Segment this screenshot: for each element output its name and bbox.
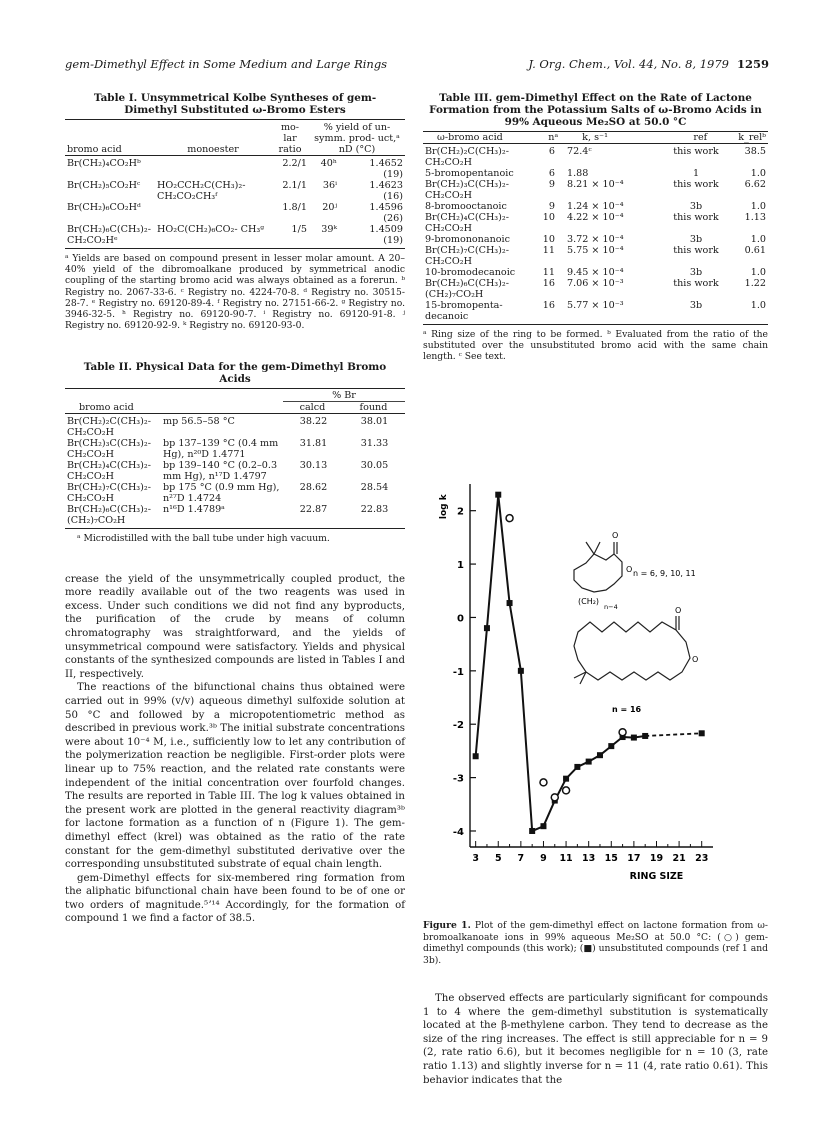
- calcd-cell: 22.87: [299, 504, 328, 516]
- x-tick-label: 5: [494, 853, 502, 864]
- x-tick-label: 7: [517, 853, 525, 864]
- ring-size-cell: 16: [542, 300, 555, 311]
- table-row: [65, 416, 405, 438]
- ring-size-cell: 9: [548, 201, 555, 212]
- figure-caption-label: Figure 1.: [423, 920, 471, 931]
- table-row: [65, 180, 405, 202]
- x-tick-label: 11: [559, 853, 573, 864]
- ratio-cell: 1/5: [291, 224, 307, 235]
- x-tick-label: 3: [472, 853, 479, 864]
- reference-cell: 1: [692, 168, 700, 179]
- paragraph: crease the yield of the unsymmetrically coupled product, the more readily available out of the two reagents was used in excess. Under such conditions we did not find any byproducts, the purification of the crude by means of column chromatography was straightforward, and the yields of unsymmetrical compound were satisfactory. Yields and physical constants of the synthesized compounds are listed in Tables I and II, respectively.: [65, 573, 405, 680]
- table-2: [65, 361, 405, 544]
- table-3-footnote: ᵃ Ring size of the ring to be formed. ᵇ Evaluated from the ratio of the substituted over the unsubstituted bromo acid with the same chain length. ᶜ See text.: [423, 329, 768, 363]
- monoester-cell: HO₂CCH₂C(CH₃)₂- CH₂CO₂CH₃ᶠ: [157, 180, 246, 202]
- rate-constant-cell: 1.24 × 10⁻⁴: [567, 201, 624, 212]
- table-1-body: [65, 158, 405, 246]
- macrolide-structure: [574, 616, 690, 684]
- found-cell: 22.83: [360, 504, 389, 516]
- physical-data-cell: bp 137–139 °C (0.4 mm Hg), n²⁰D 1.4771: [163, 438, 279, 461]
- yield-cell: 20ʲ: [322, 202, 337, 213]
- krel-cell: 38.5: [744, 146, 766, 157]
- page-number: 1259: [736, 57, 769, 71]
- unsubstituted-series-line: [476, 495, 646, 831]
- gem-dimethyl-point: [540, 779, 547, 786]
- rate-constant-cell: 4.22 × 10⁻⁴: [567, 212, 624, 223]
- ring-o-label: O: [626, 565, 633, 574]
- bromo-acid-cell: Br(CH₂)₄CO₂Hᵇ: [67, 158, 141, 169]
- paragraph: The reactions of the bifunctional chains thus obtained were carried out in 99% (v/v) aqueous dimethyl sulfoxide solution at 50 °C and followed by a micropotentiometric method as described in previous work.³ᵇ The initial substrate concentrations were about 10⁻⁴ M, i.e., sufficiently low to let any contribution of the polymerization reaction be negligible. First-order plots were linear up to 75% reaction, and the related rate constants were independent of the initial concentration over fourfold changes. The results are reported in Table III. The log k values obtained in the present work are plotted in the general reactivity diagram³ᵇ for lactone formation as a function of n (Figure 1). The gem-dimethyl effect (krel) was obtained as the ratio of the rate constant for the gem-dimethyl substituted derivative over the corresponding unsubstituted substrate of equal chain length.: [65, 682, 405, 871]
- ratio-cell: 2.1/1: [282, 180, 307, 191]
- table-1-header: bromo acid monoester mo- lar ratio % yield of un- symm. prod- uct,ᵃ nD (°C): [67, 122, 400, 155]
- table-2-header: % Br bromo acid calcd found: [65, 390, 405, 413]
- bromo-acid-cell: 5-bromopentanoic: [425, 168, 514, 179]
- nd-temp: (19): [383, 235, 403, 246]
- calcd-cell: 28.62: [299, 482, 328, 494]
- bromo-acid-cell: Br(CH₂)₆C(CH₃)₂- (CH₂)₇CO₂H: [425, 278, 509, 300]
- yield-cell: 39ᵏ: [321, 224, 337, 235]
- table-1-footnote: ᵃ Yields are based on compound present in lesser molar amount. A 20–40% yield of the dibromoalkane produced by symmetrical anodic coupling of the starting bromo acid was always obtained as a forerun. ᵇ Registry no. 2067-33-6. ᶜ Registry no. 4224-70-8. ᵈ Registry no. 30515-28-7. ᵉ Registry no. 69120-89-4. ᶠ Registry no. 27151-66-2. ᵍ Registry no. 3946-32-5. ʰ Registry no. 69120-90-7. ⁱ Registry no. 69120-91-8. ʲ Registry no. 69120-92-9. ᵏ Registry no. 69120-93-0.: [65, 253, 405, 332]
- table-row: [423, 179, 768, 201]
- chain-subscript: n−4: [604, 603, 618, 611]
- krel-cell: 1.0: [750, 300, 766, 311]
- x-tick-label: 9: [540, 853, 547, 864]
- table-row: [423, 146, 768, 168]
- x-tick-label: 15: [604, 853, 618, 864]
- bromo-acid-cell: Br(CH₂)₆C(CH₃)₂- (CH₂)₇CO₂H: [67, 504, 151, 527]
- table-3-body: [423, 146, 768, 322]
- krel-cell: 1.0: [750, 267, 766, 278]
- table-row: [423, 300, 768, 322]
- reference-cell: this work: [673, 146, 719, 157]
- bromo-acid-cell: Br(CH₂)₇C(CH₃)₂- CH₂CO₂H: [425, 245, 509, 267]
- macrolide-ring-o: O: [692, 655, 699, 664]
- table-row: [423, 201, 768, 212]
- yield-cell: 36ⁱ: [322, 180, 337, 191]
- n16-label: n = 16: [612, 705, 642, 714]
- bromo-acid-cell: 8-bromooctanoic: [425, 201, 507, 212]
- y-tick-label: -2: [452, 720, 464, 732]
- table-3-header: ω-bromo acid nᵃ k, s⁻¹ ref k_relᵇ: [437, 132, 766, 143]
- bromo-acid-cell: Br(CH₂)₂C(CH₃)₂- CH₂CO₂H: [67, 416, 151, 439]
- chain-label: (CH₂): [578, 597, 600, 606]
- table-2-footnote: ᵃ Microdistilled with the ball tube under high vacuum.: [77, 533, 330, 545]
- running-header-journal: [528, 57, 769, 71]
- bromo-acid-cell: 9-bromononanoic: [425, 234, 510, 245]
- unsubstituted-point: [518, 668, 524, 674]
- reference-cell: this work: [673, 179, 719, 190]
- ring-size-cell: 16: [542, 278, 555, 289]
- rate-constant-cell: 72.4ᶜ: [567, 146, 592, 157]
- left-column: [65, 92, 405, 926]
- y-tick-label: 0: [457, 613, 464, 625]
- reference-cell: this work: [673, 245, 719, 256]
- refractive-index-cell: [339, 202, 405, 224]
- table-1: [65, 92, 405, 331]
- x-tick-label: 17: [627, 853, 641, 864]
- body-text-right: [423, 992, 768, 1087]
- gem-dimethyl-point: [563, 787, 570, 794]
- table-2-body: [65, 416, 405, 526]
- nd-value: 1.4623: [369, 180, 403, 191]
- monoester-cell: [155, 202, 271, 224]
- paragraph: gem-Dimethyl effects for six-membered ring formation from the aliphatic bifunctional chain have been found to be of one or two orders of magnitude.⁵ʼ¹⁴ Accordingly, for the formation of compound 1 we find a factor of 38.5.: [65, 872, 405, 925]
- bromo-acid-cell: Br(CH₂)₂C(CH₃)₂- CH₂CO₂H: [425, 146, 509, 168]
- nd-value: 1.4509: [369, 224, 403, 235]
- physical-data-cell: bp 139–140 °C (0.2–0.3 mm Hg), n¹⁷D 1.4797: [163, 460, 278, 483]
- x-tick-label: 23: [695, 853, 709, 864]
- table-row: [423, 278, 768, 300]
- unsubstituted-point: [484, 625, 490, 631]
- table-row: [423, 267, 768, 278]
- refractive-index-cell: [339, 158, 405, 180]
- ring-size-cell: 9: [548, 179, 555, 190]
- found-cell: 31.33: [360, 438, 389, 450]
- unsubstituted-point: [699, 730, 705, 736]
- table-row: [65, 460, 405, 482]
- table-row: [423, 234, 768, 245]
- table-row: [65, 438, 405, 460]
- ring-size-cell: 6: [548, 168, 555, 179]
- table-1-caption: Table I. Unsymmetrical Kolbe Syntheses of gem- Dimethyl Substituted ω-Bromo Esters: [93, 92, 377, 116]
- table-row: [65, 202, 405, 224]
- macrolide-carbonyl-o: O: [675, 606, 682, 615]
- reference-cell: 3b: [689, 234, 703, 245]
- table-1-grid: [65, 122, 405, 155]
- unsubstituted-point: [540, 823, 546, 829]
- nd-value: 1.4652: [369, 158, 403, 169]
- x-axis-label: RING SIZE: [629, 871, 684, 882]
- krel-cell: 1.0: [750, 201, 766, 212]
- unsubstituted-point: [608, 743, 614, 749]
- nd-temp: (19): [383, 169, 403, 180]
- y-axis-label: log k: [439, 494, 449, 520]
- paragraph: The observed effects are particularly significant for compounds 1 to 4 where the gem-dimethyl substitution is systematically located at the β-methylene carbon. They tend to decrease as the size of the ring increases. The effect is still appreciable for n = 9 (2, rate ratio 6.6), but it becomes negligible for n = 10 (3, rate ratio 1.13) and slightly inverse for n = 11 (4, rate ratio 0.61). This behavior indicates that the: [423, 993, 768, 1086]
- bromo-acid-cell: Br(CH₂)₄C(CH₃)₂- CH₂CO₂H: [67, 460, 151, 483]
- y-tick-label: 1: [457, 560, 464, 572]
- rate-constant-cell: 1.88: [567, 168, 589, 179]
- unsubstituted-point: [529, 828, 535, 834]
- rate-constant-cell: 8.21 × 10⁻⁴: [567, 179, 624, 190]
- journal-citation: J. Org. Chem., Vol. 44, No. 8, 1979: [528, 57, 729, 71]
- running-header-title: gem-Dimethyl Effect in Some Medium and Large Rings: [65, 57, 388, 71]
- rate-constant-cell: 9.45 × 10⁻⁴: [567, 267, 624, 278]
- monoester-cell: [155, 158, 271, 180]
- x-tick-label: 19: [649, 853, 664, 864]
- bromo-acid-cell: Br(CH₂)₆CO₂Hᵈ: [67, 202, 141, 213]
- dashed-extension-line: [645, 733, 702, 736]
- table-row: [65, 482, 405, 504]
- unsubstituted-point: [495, 492, 501, 498]
- unsubstituted-point: [586, 759, 592, 765]
- bromo-acid-cell: Br(CH₂)₆C(CH₃)₂- CH₂CO₂Hᵉ: [67, 224, 151, 246]
- carbonyl-o-label: O: [612, 531, 619, 540]
- unsubstituted-point: [597, 752, 603, 758]
- monoester-cell: HO₂C(CH₂)₆CO₂- CH₃ᵍ: [157, 224, 265, 235]
- refractive-index-cell: [339, 224, 405, 246]
- bromo-acid-cell: Br(CH₂)₃C(CH₃)₂- CH₂CO₂H: [67, 438, 151, 461]
- unsubstituted-point: [574, 764, 580, 770]
- unsubstituted-point: [473, 753, 479, 759]
- table-row: [423, 245, 768, 267]
- rate-constant-cell: 3.72 × 10⁻⁴: [567, 234, 624, 245]
- x-tick-label: 13: [582, 853, 596, 864]
- body-text-left: [65, 573, 405, 926]
- table-3: [423, 92, 768, 363]
- reference-cell: this work: [673, 278, 719, 289]
- table-row: [65, 224, 405, 246]
- ring-size-cell: 10: [542, 212, 555, 223]
- bromo-acid-cell: Br(CH₂)₄C(CH₃)₂- CH₂CO₂H: [425, 212, 509, 234]
- gem-dimethyl-point: [506, 515, 513, 522]
- bromo-acid-cell: Br(CH₂)₇C(CH₃)₂- CH₂CO₂H: [67, 482, 151, 505]
- physical-data-cell: n¹⁶D 1.4789ᵃ: [163, 504, 225, 516]
- table-row: [423, 168, 768, 179]
- found-cell: 30.05: [360, 460, 389, 472]
- y-tick-label: -4: [452, 826, 464, 838]
- unsubstituted-point: [563, 776, 569, 782]
- reference-cell: this work: [673, 212, 719, 223]
- rate-constant-cell: 5.75 × 10⁻⁴: [567, 245, 624, 256]
- figure-caption-text: Plot of the gem-dimethyl effect on lactone formation from ω-bromoalkanoate ions in 99% aqueous Me₂SO at 50.0 °C: (○) gem-dimethyl compounds (this work); (■) unsubstituted compounds (ref 1 and 3b).: [423, 920, 769, 966]
- reference-cell: 3b: [689, 201, 703, 212]
- ratio-cell: 2.2/1: [282, 158, 307, 169]
- right-column: [423, 92, 768, 363]
- lactone-ring-structure: [574, 542, 622, 592]
- table-row: [65, 504, 405, 526]
- x-tick-label: 21: [672, 853, 686, 864]
- reference-cell: 3b: [689, 267, 703, 278]
- found-cell: 28.54: [360, 482, 389, 494]
- gem-dimethyl-point: [619, 729, 626, 736]
- found-cell: 38.01: [360, 416, 389, 428]
- calcd-cell: 30.13: [299, 460, 328, 472]
- ring-size-cell: 6: [548, 146, 555, 157]
- physical-data-cell: bp 175 °C (0.9 mm Hg), n²⁷D 1.4724: [163, 482, 280, 505]
- krel-cell: 6.62: [744, 179, 766, 190]
- krel-cell: 1.0: [750, 168, 766, 179]
- bromo-acid-cell: Br(CH₂)₅CO₂Hᶜ: [67, 180, 141, 191]
- unsubstituted-point: [507, 600, 513, 606]
- nd-temp: (26): [383, 213, 403, 224]
- ratio-cell: 1.8/1: [282, 202, 307, 213]
- krel-cell: 1.22: [744, 278, 766, 289]
- figure-1: [428, 472, 773, 912]
- table-3-caption: Table III. gem-Dimethyl Effect on the Rate of Lactone Formation from the Potassium Salts of ω-Bromo Acids in 99% Aqueous Me₂SO at 50.0 °C: [429, 92, 762, 128]
- y-tick-label: 2: [457, 506, 464, 518]
- gem-dimethyl-point: [551, 794, 558, 801]
- figure-1-plot: [428, 472, 773, 912]
- rate-constant-cell: 5.77 × 10⁻³: [567, 300, 624, 311]
- bromo-acid-cell: 15-bromopenta- decanoic: [425, 300, 503, 322]
- reference-cell: 3b: [689, 300, 703, 311]
- nd-temp: (16): [383, 191, 403, 202]
- figure-1-caption: [423, 920, 768, 966]
- ring-size-cell: 11: [542, 245, 555, 256]
- y-tick-label: -1: [452, 666, 464, 678]
- table-row: [423, 212, 768, 234]
- rate-constant-cell: 7.06 × 10⁻³: [567, 278, 624, 289]
- bromo-acid-cell: 10-bromodecanoic: [425, 267, 516, 278]
- ring-size-cell: 11: [542, 267, 555, 278]
- calcd-cell: 38.22: [299, 416, 328, 428]
- krel-cell: 0.61: [744, 245, 766, 256]
- unsubstituted-point: [642, 733, 648, 739]
- calcd-cell: 31.81: [299, 438, 328, 450]
- ring-size-label: n = 6, 9, 10, 11: [633, 569, 696, 578]
- physical-data-cell: mp 56.5–58 °C: [163, 416, 235, 428]
- krel-cell: 1.0: [750, 234, 766, 245]
- krel-cell: 1.13: [744, 212, 766, 223]
- refractive-index-cell: [339, 180, 405, 202]
- yield-cell: 40ʰ: [320, 158, 337, 169]
- table-2-caption: Table II. Physical Data for the gem-Dimethyl Bromo Acids: [83, 361, 387, 386]
- unsubstituted-point: [631, 735, 637, 741]
- bromo-acid-cell: Br(CH₂)₃C(CH₃)₂- CH₂CO₂H: [425, 179, 509, 201]
- table-row: [65, 158, 405, 180]
- ring-size-cell: 10: [542, 234, 555, 245]
- y-tick-label: -3: [452, 773, 464, 785]
- nd-value: 1.4596: [369, 202, 403, 213]
